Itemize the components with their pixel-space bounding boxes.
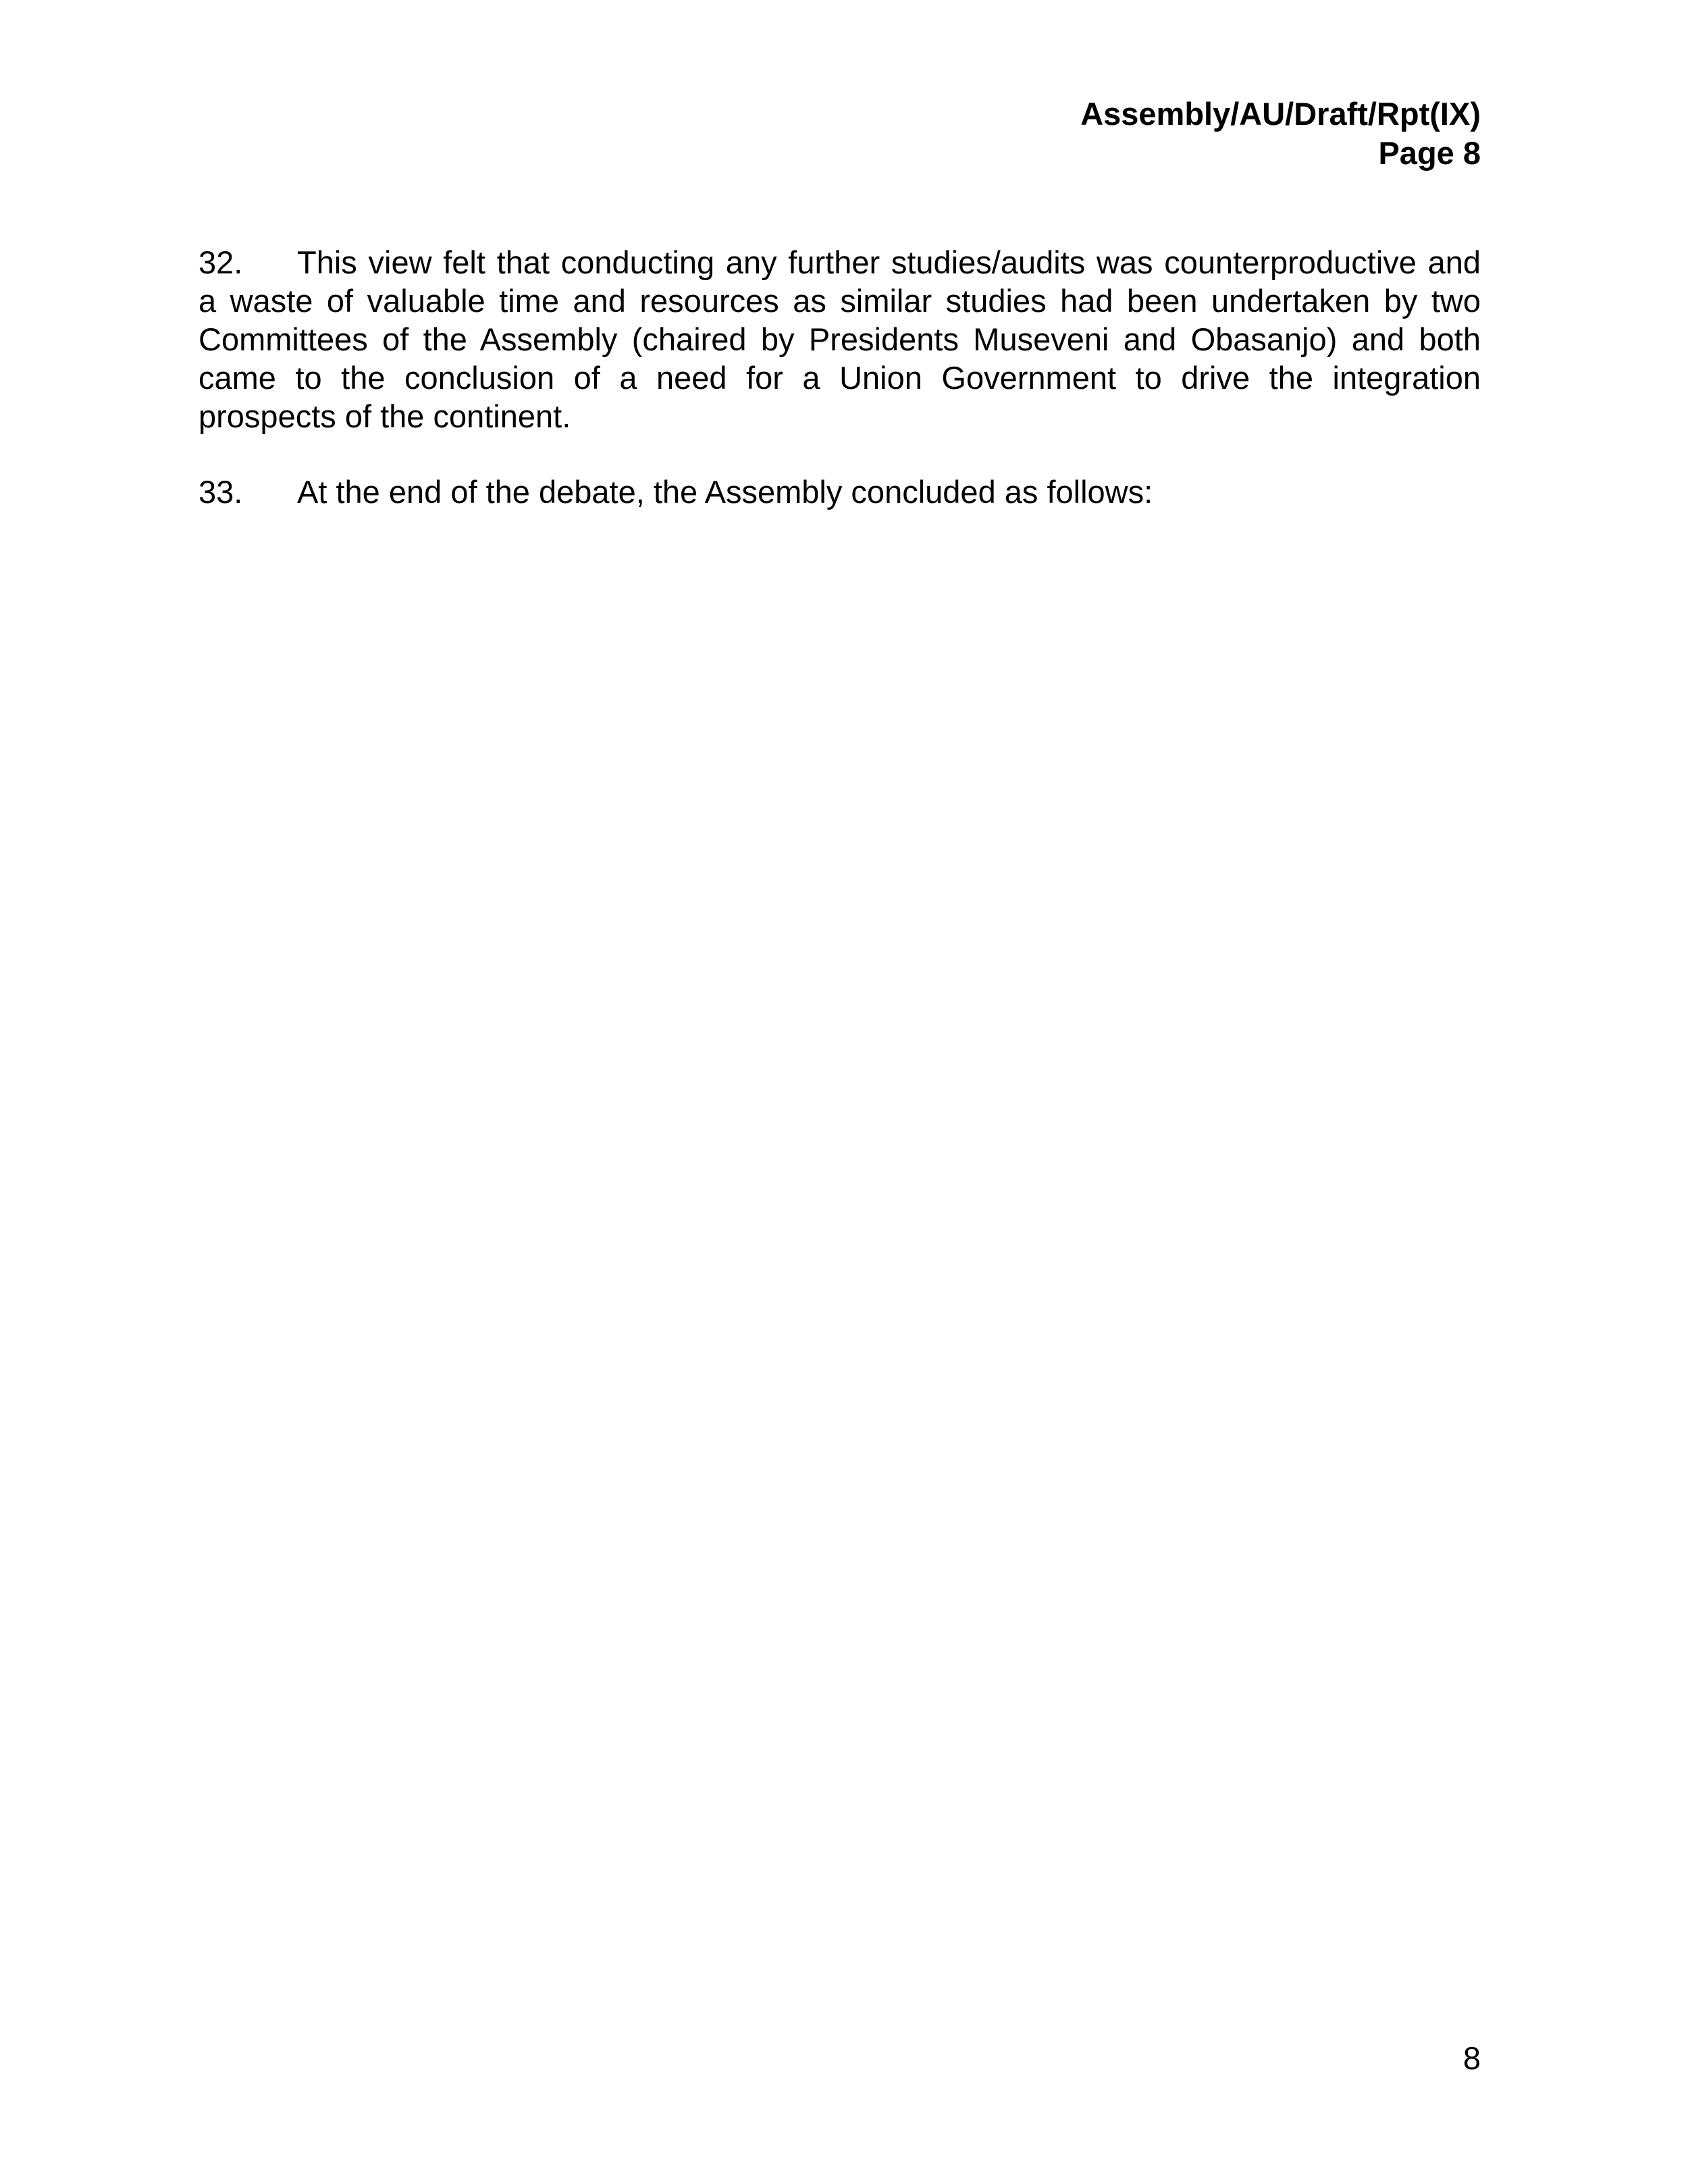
paragraph-32 [199,243,1481,435]
document-reference: Assembly/AU/Draft/Rpt(IX) [1080,96,1481,132]
page-label: Page 8 [1378,135,1481,171]
paragraph-number: 32. [199,244,243,280]
paragraph-33 [199,473,1481,511]
footer-page-number: 8 [1462,2040,1481,2076]
paragraph-text: This view felt that conducting any further studies/audits was counterproductive and a waste of valuable time and resources as similar studies had been undertaken by two Committees of the Assembly (chaired by Presidents Museveni and Obasanjo) and both came to the conclusion of a need for a Union Government to drive the integration prospects of the continent. [199,244,1481,434]
page-header [1080,95,1481,173]
document-body [199,243,1481,548]
paragraph-number: 33. [199,474,243,510]
paragraph-text: At the end of the debate, the Assembly concluded as follows: [297,474,1153,510]
